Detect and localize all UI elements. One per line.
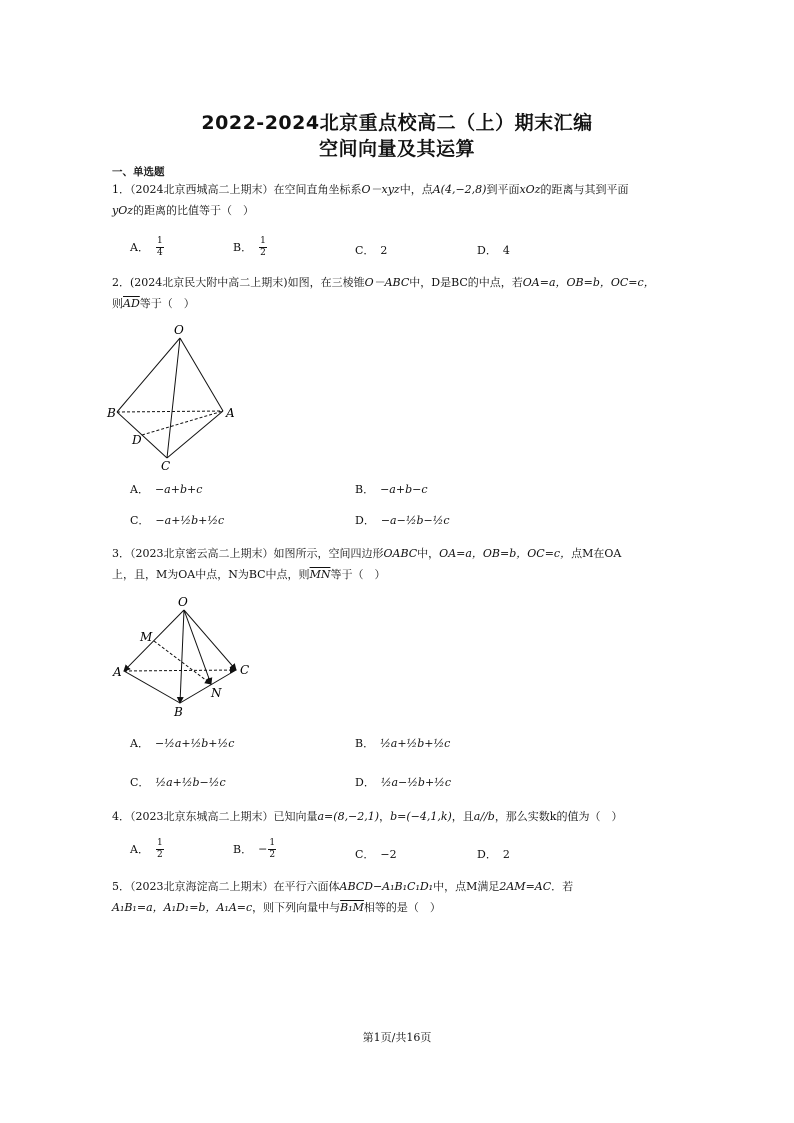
label-M: M [140, 630, 153, 644]
section-heading: 一、单选题 [112, 166, 165, 178]
q3-option-c[interactable]: C． ½a+½b−½c [130, 776, 226, 789]
label-O: O [178, 595, 188, 609]
document-subtitle: 空间向量及其运算 [318, 138, 475, 160]
q3-option-d[interactable]: D． ½a−½b+½c [355, 776, 452, 789]
label-B: B [107, 406, 116, 420]
question-4: 4．（2023北京东城高二上期末）已知向量a=(8,−2,1)，b=(−4,1,k)，且a//b，那么实数k的值为（ ） [112, 810, 623, 823]
q1-option-b[interactable]: B． $\frac{1}{2}$ [233, 236, 266, 258]
question-5: 5．（2023北京海淀高二上期末）在平行六面体ABCD−A₁B₁C₁D₁中，点M满足2AM=AC．若 A₁B₁=a，A₁D₁=b，A₁A=c，则下列向量中与B₁M相等的是（ ） [112, 880, 574, 914]
quadrilateral-figure-q3 [108, 594, 258, 720]
q2-option-b[interactable]: B． −a+b−c [355, 483, 428, 496]
q1-option-d[interactable]: D． 4 [477, 244, 510, 257]
page-footer: 第1页/共16页 [362, 1031, 432, 1044]
question-3: 3．（2023北京密云高二上期末）如图所示，空间四边形OABC中，OA=a，OB=b，OC=c，点M在OA 上，且，M为OA中点，N为BC中点，则$\overline{MN}$等于（ ） [112, 547, 622, 581]
question-1: 1．（2024北京西城高二上期末）在空间直角坐标系O－xyz中，点A(4,−2,8)到平面xOz的距离与其到平面 yOz的距离的比值等于（ ） [112, 183, 629, 217]
question-2: 2．(2024北京民大附中高二上期末)如图，在三棱锥O－ABC中，D是BC的中点，若OA=a，OB=b，OC=c， 则$\overline{AD}$等于（ ） [112, 276, 655, 310]
q4-option-b[interactable]: B． − $\frac{1}{2}$ [233, 838, 276, 860]
label-C: C [161, 459, 171, 473]
label-A: A [226, 406, 235, 420]
q4-option-c[interactable]: C． −2 [355, 848, 397, 861]
q3-option-a[interactable]: A． −½a+½b+½c [130, 737, 235, 750]
q2-option-d[interactable]: D． −a−½b−½c [355, 514, 450, 527]
tetrahedron-figure-q2 [105, 318, 245, 478]
label-N: N [211, 686, 222, 700]
label-O: O [174, 323, 184, 337]
q3-option-b[interactable]: B． ½a+½b+½c [355, 737, 451, 750]
q1-option-a[interactable]: A． $\frac{1}{4}$ [130, 236, 163, 258]
document-title: 2022-2024北京重点校高二（上）期末汇编 [201, 112, 593, 134]
q4-option-d[interactable]: D． 2 [477, 848, 510, 861]
q2-option-a[interactable]: A． −a+b+c [130, 483, 203, 496]
label-C: C [240, 663, 250, 677]
label-B: B [174, 705, 183, 719]
q2-option-c[interactable]: C． −a+½b+½c [130, 514, 225, 527]
q4-option-a[interactable]: A． $\frac{1}{2}$ [130, 838, 163, 860]
q1-option-c[interactable]: C． 2 [355, 244, 388, 257]
label-D: D [132, 433, 142, 447]
label-A: A [113, 665, 122, 679]
